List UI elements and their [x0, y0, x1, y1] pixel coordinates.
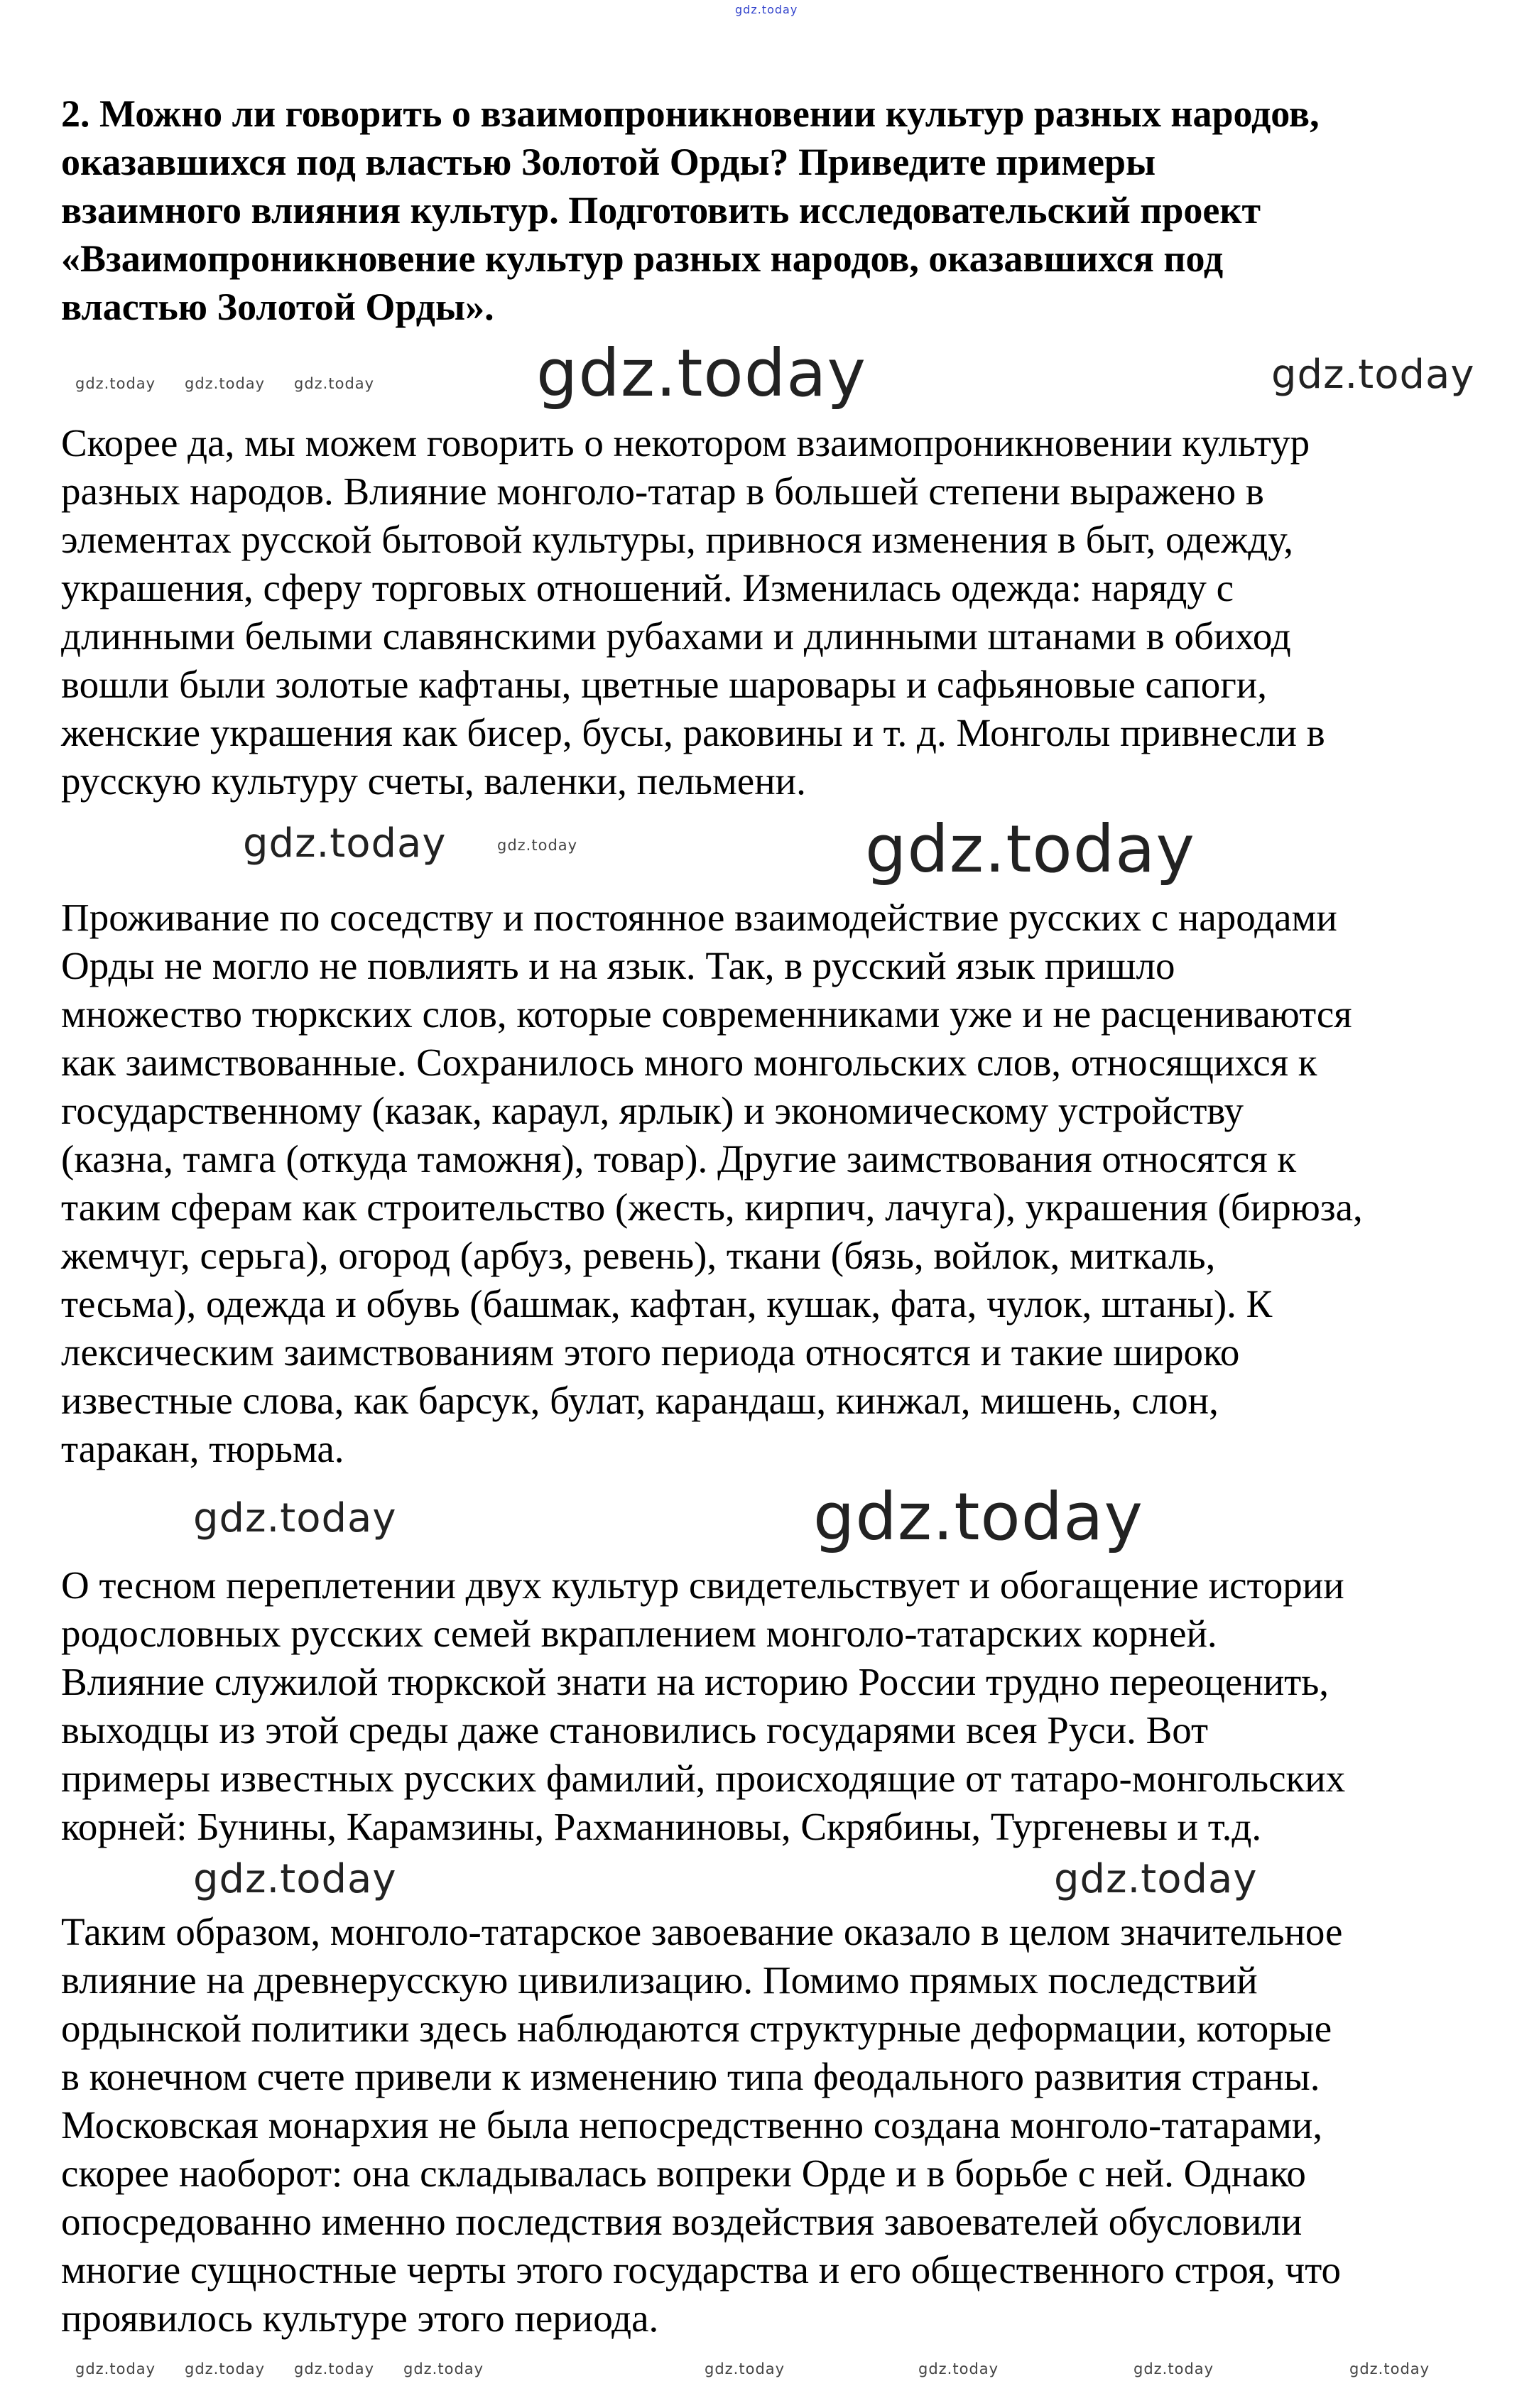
- question-heading-line: 2. Можно ли говорить о взаимопроникновении культур разных народов,: [61, 92, 1320, 135]
- watermark: gdz.today: [536, 335, 866, 411]
- answer-paragraph-line: примеры известных русских фамилий, происходящие от татаро-монгольских: [61, 1757, 1346, 1800]
- answer-paragraph-line: Московская монархия не была непосредственно создана монголо-татарами,: [61, 2103, 1323, 2147]
- question-heading-line: оказавшихся под властью Золотой Орды? Приведите примеры: [61, 141, 1156, 183]
- answer-paragraph-line: Влияние служилой тюркской знати на историю России трудно переоценить,: [61, 1660, 1330, 1703]
- watermark: gdz.today: [705, 2360, 785, 2377]
- answer-paragraph-line: русскую культуру счеты, валенки, пельмени.: [61, 759, 806, 803]
- answer-paragraph-line: лексическим заимствованиям этого периода относятся и такие широко: [61, 1330, 1240, 1374]
- answer-paragraph-line: длинными белыми славянскими рубахами и длинными штанами в обиход: [61, 614, 1291, 658]
- watermark: gdz.today: [294, 2360, 375, 2377]
- answer-paragraph-line: множество тюркских слов, которые современниками уже и не расцениваются: [61, 992, 1352, 1036]
- answer-paragraph-line: Проживание по соседству и постоянное взаимодействие русских с народами: [61, 896, 1337, 939]
- watermark: gdz.today: [243, 820, 447, 867]
- watermark: gdz.today: [865, 811, 1195, 887]
- answer-paragraph-line: родословных русских семей вкраплением монголо-татарских корней.: [61, 1612, 1217, 1655]
- answer-paragraph-line: проявилось культуре этого периода.: [61, 2296, 659, 2340]
- question-heading-line: властью Золотой Орды».: [61, 286, 494, 328]
- answer-paragraph-line: скорее наоборот: она складывалась вопреки Орде и в борьбе с ней. Однако: [61, 2152, 1306, 2195]
- watermark: gdz.today: [75, 375, 156, 392]
- watermark: gdz.today: [403, 2360, 484, 2377]
- answer-paragraph-line: корней: Бунины, Карамзины, Рахманиновы, Скрябины, Тургеневы и т.д.: [61, 1805, 1262, 1848]
- answer-paragraph-line: элементах русской бытовой культуры, привнося изменения в быт, одежду,: [61, 518, 1293, 561]
- answer-paragraph-line: влияние на древнерусскую цивилизацию. Помимо прямых последствий: [61, 1958, 1258, 2002]
- answer-paragraph-line: как заимствованные. Сохранилось много монгольских слов, относящихся к: [61, 1041, 1317, 1084]
- answer-paragraph-line: (казна, тамга (откуда таможня), товар). Другие заимствования относятся к: [61, 1137, 1297, 1181]
- watermark: gdz.today: [813, 1479, 1143, 1555]
- answer-paragraph-line: государственному (казак, караул, ярлык) и экономическому устройству: [61, 1089, 1244, 1132]
- watermark: gdz.today: [1133, 2360, 1214, 2377]
- answer-paragraph-line: ордынской политики здесь наблюдаются структурные деформации, которые: [61, 2007, 1332, 2050]
- answer-paragraph-line: многие сущностные черты этого государства и его общественного строя, что: [61, 2248, 1342, 2292]
- answer-paragraph-line: жемчуг, серьга), огород (арбуз, ревень), ткани (бязь, войлок, миткаль,: [61, 1234, 1216, 1277]
- question-heading-line: взаимного влияния культур. Подготовить исследовательский проект: [61, 189, 1261, 232]
- answer-paragraph-line: женские украшения как бисер, бусы, раковины и т. д. Монголы привнесли в: [61, 711, 1325, 754]
- watermark: gdz.today: [735, 3, 798, 16]
- answer-paragraph-line: украшения, сферу торговых отношений. Изменилась одежда: наряду с: [61, 566, 1234, 609]
- answer-paragraph-line: в конечном счете привели к изменению типа феодального развития страны.: [61, 2055, 1320, 2098]
- answer-paragraph-line: таракан, тюрьма.: [61, 1427, 344, 1470]
- watermark: gdz.today: [294, 375, 375, 392]
- answer-paragraph-line: вошли были золотые кафтаны, цветные шаровары и сафьяновые сапоги,: [61, 663, 1267, 706]
- answer-paragraph-line: тесьма), одежда и обувь (башмак, кафтан, кушак, фата, чулок, штаны). К: [61, 1282, 1273, 1325]
- watermark: gdz.today: [193, 1856, 397, 1902]
- watermark: gdz.today: [193, 1495, 397, 1541]
- answer-paragraph-line: выходцы из этой среды даже становились государями всея Руси. Вот: [61, 1708, 1209, 1752]
- answer-paragraph-line: разных народов. Влияние монголо-татар в большей степени выражено в: [61, 470, 1264, 513]
- watermark: gdz.today: [1349, 2360, 1430, 2377]
- watermark: gdz.today: [497, 837, 578, 854]
- watermark: gdz.today: [75, 2360, 156, 2377]
- answer-paragraph-line: Орды не могло не повлиять и на язык. Так, в русский язык пришло: [61, 944, 1175, 987]
- answer-paragraph-line: О тесном переплетении двух культур свидетельствует и обогащение истории: [61, 1563, 1344, 1607]
- answer-paragraph-line: Таким образом, монголо-татарское завоевание оказало в целом значительное: [61, 1910, 1343, 1953]
- answer-paragraph-line: Скорее да, мы можем говорить о некотором взаимопроникновении культур: [61, 421, 1310, 465]
- question-heading-line: «Взаимопроникновение культур разных народов, оказавшихся под: [61, 237, 1224, 280]
- watermark: gdz.today: [185, 2360, 266, 2377]
- watermark: gdz.today: [1054, 1856, 1258, 1902]
- answer-paragraph-line: известные слова, как барсук, булат, карандаш, кинжал, мишень, слон,: [61, 1379, 1219, 1422]
- watermark: gdz.today: [1271, 352, 1475, 398]
- watermark: gdz.today: [918, 2360, 999, 2377]
- answer-paragraph-line: опосредованно именно последствия воздействия завоевателей обусловили: [61, 2200, 1303, 2243]
- watermark: gdz.today: [185, 375, 266, 392]
- answer-paragraph-line: таким сферам как строительство (жесть, кирпич, лачуга), украшения (бирюза,: [61, 1186, 1363, 1229]
